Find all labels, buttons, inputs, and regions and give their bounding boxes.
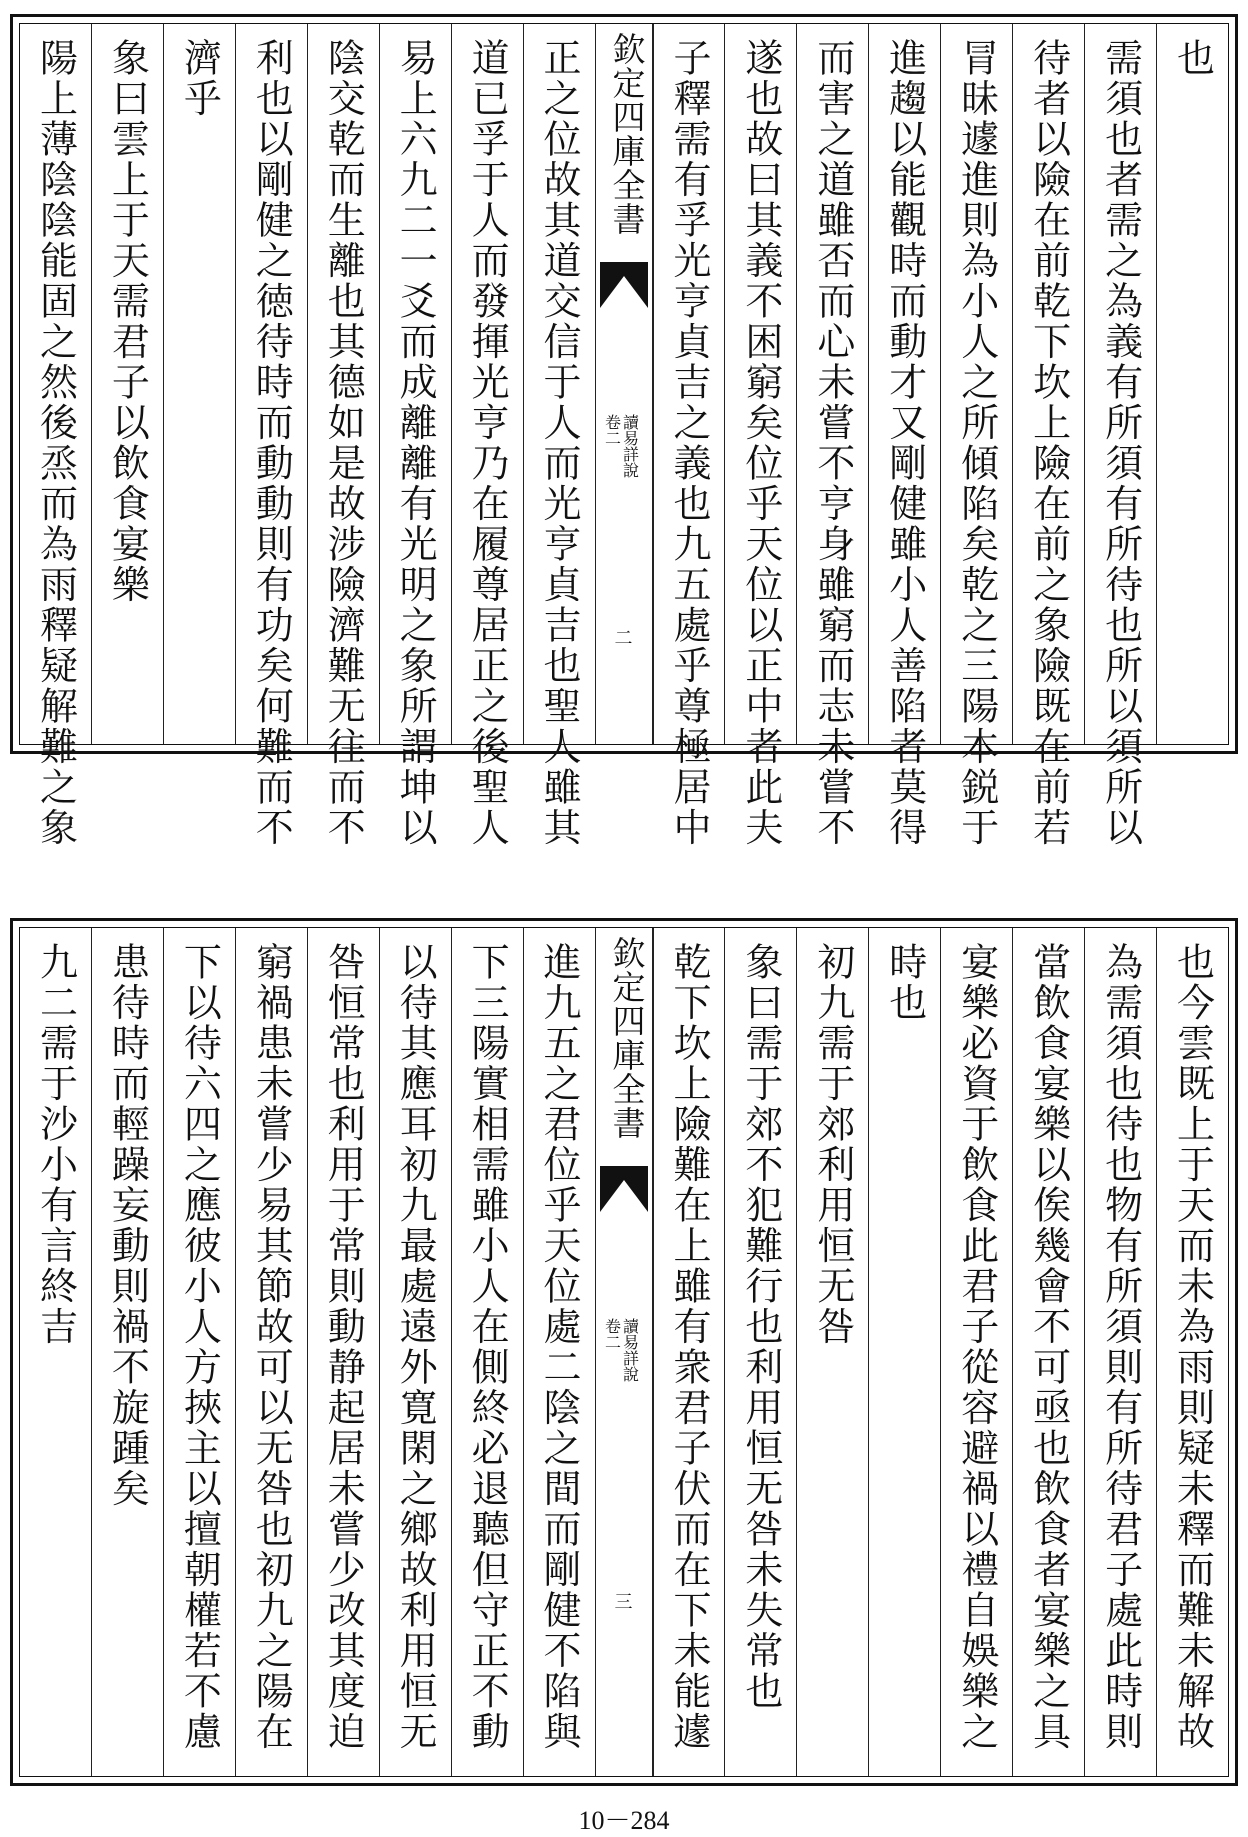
text-column: 初九需于郊利用恒无咎 — [796, 928, 868, 1776]
print-page-number: 10－284 — [578, 1806, 670, 1835]
text-column: 需須也者需之為義有所須有所待也所以須所以 — [1084, 24, 1156, 744]
text-column: 遂也故曰其義不困窮矣位乎天位以正中者此夫 — [724, 24, 796, 744]
top-page-frame — [19, 23, 1229, 848]
text-column: 進趨以能觀時而動才又剛健雖小人善陷者莫得 — [868, 24, 940, 744]
text-column: 下以待六四之應彼小人方挾主以擅朝權若不慮 — [163, 928, 235, 1776]
text-column: 時也 — [868, 928, 940, 1776]
text-column: 象曰雲上于天需君子以飲食宴樂 — [91, 24, 163, 744]
text-column: 乾下坎上險難在上雖有衆君子伏而在下未能遽 — [653, 928, 725, 1776]
text-column: 待者以險在前乾下坎上險在前之象險既在前若 — [1012, 24, 1084, 744]
text-column: 利也以剛健之徳待時而動動則有功矣何難而不 — [235, 24, 307, 744]
collection-title: 欽定四庫全書 — [607, 936, 647, 1140]
text-column: 也今雲既上于天而未為雨則疑未釋而難未解故 — [1156, 928, 1228, 1776]
bottom-page — [10, 918, 1238, 1786]
volume-label: 卷二 — [602, 1318, 622, 1350]
text-column: 而害之道雖否而心未嘗不亨身雖窮而志未嘗不 — [796, 24, 868, 744]
collection-title: 欽定四庫全書 — [607, 32, 647, 236]
text-column: 窮禍患未嘗少易其節故可以无咎也初九之陽在 — [235, 928, 307, 1776]
text-column: 也 — [1156, 24, 1228, 744]
page-number: 三 — [614, 1592, 633, 1613]
fish-tail-ornament-icon — [600, 1166, 648, 1212]
text-column: 咎恒常也利用于常則動静起居未嘗少改其度迫 — [307, 928, 379, 1776]
center-banner — [595, 24, 653, 744]
text-column: 道已孚于人而發揮光亨乃在履尊居正之後聖人 — [451, 24, 523, 744]
top-page — [10, 14, 1238, 848]
text-column: 患待時而輕躁妄動則禍不旋踵矣 — [91, 928, 163, 1776]
text-column: 當飲食宴樂以俟幾會不可亟也飲食者宴樂之具 — [1012, 928, 1084, 1776]
text-column: 下三陽實相需雖小人在側終必退聽但守正不動 — [451, 928, 523, 1776]
text-column: 宴樂必資于飲食此君子從容避禍以禮自娛樂之 — [940, 928, 1012, 1776]
text-column: 九二需于沙小有言終吉 — [33, 942, 78, 1347]
book-title: 讀易詳說 — [620, 414, 640, 478]
volume-label: 卷二 — [602, 414, 622, 446]
text-column: 以待其應耳初九最處遠外寛閑之鄉故利用恒无 — [379, 928, 451, 1776]
fish-tail-ornament-icon — [600, 262, 648, 308]
text-column: 為需須也待也物有所須則有所待君子處此時則 — [1084, 928, 1156, 1776]
center-banner — [595, 928, 653, 1776]
text-column: 易上六九二一爻而成離離有光明之象所謂坤以 — [379, 24, 451, 744]
page-number: 二 — [614, 628, 633, 649]
text-column: 子釋需有孚光亨貞吉之義也九五處乎尊極居中 — [653, 24, 725, 744]
text-column: 象曰需于郊不犯難行也利用恒无咎未失常也 — [724, 928, 796, 1776]
text-column: 陽上薄陰陰能固之然後烝而為雨釋疑解難之象 — [33, 38, 78, 848]
book-title: 讀易詳說 — [620, 1318, 640, 1382]
text-column: 濟乎 — [163, 24, 235, 744]
bottom-page-frame — [19, 927, 1229, 1777]
text-column: 陰交乾而生離也其德如是故涉險濟難无往而不 — [307, 24, 379, 744]
text-column: 冐昧遽進則為小人之所傾陷矣乾之三陽本鋭于 — [940, 24, 1012, 744]
text-column: 正之位故其道交信于人而光亨貞吉也聖人雖其 — [523, 24, 595, 744]
text-column: 進九五之君位乎天位處二陰之間而剛健不陷與 — [523, 928, 595, 1776]
